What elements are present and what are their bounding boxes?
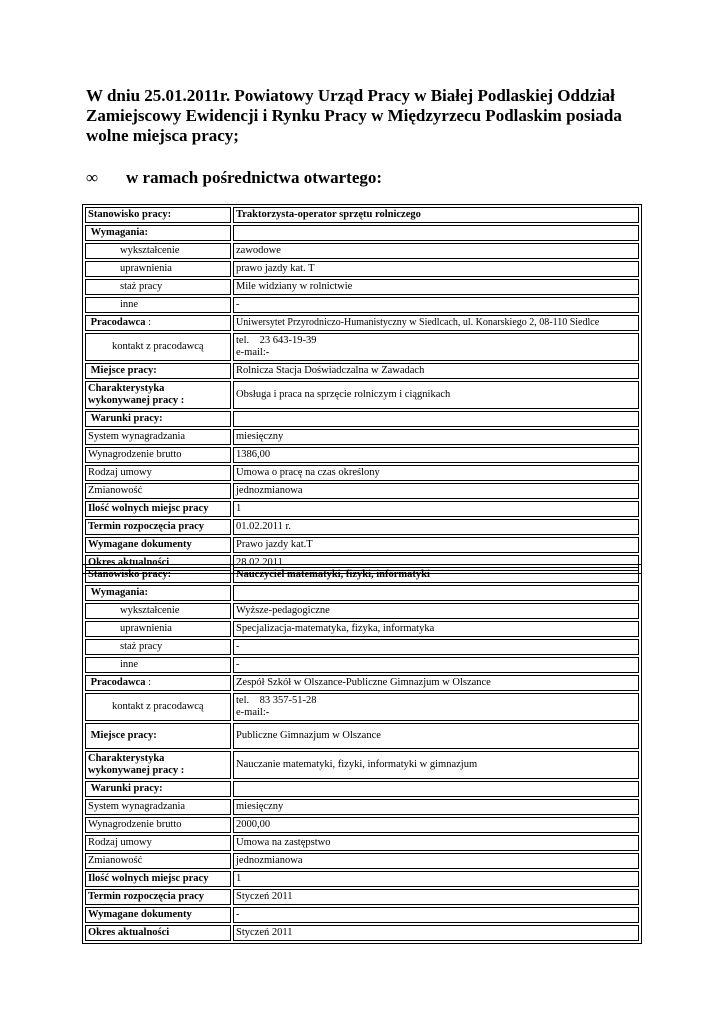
qualifications-value: Specjalizacja-matematyka, fizyka, informatyka [233,621,639,637]
table-row [85,621,639,637]
table-row [85,225,639,241]
employer-label-colon: : [145,677,151,688]
table-row [85,799,639,815]
contact-phone: tel. 83 357-51-28 [236,695,317,706]
pay-system-label: System wynagradzania [85,799,231,815]
validity-period-label: Okres aktualności [85,925,231,941]
other-value: - [233,297,639,313]
table-row [85,537,639,553]
experience-value: Mile widziany w rolnictwie [233,279,639,295]
vacancies-label: Ilość wolnych miejsc pracy [85,501,231,517]
requirements-label-text: Wymagania: [90,227,148,238]
qualifications-label: uprawnienia [85,261,231,277]
employer-label-colon: : [145,317,151,328]
other-value: - [233,657,639,673]
position-value: Traktorzysta-operator sprzętu rolniczego [233,207,639,223]
table-row [85,243,639,259]
vacancies-label: Ilość wolnych miejsc pracy [85,871,231,887]
section-subtitle-text: w ramach pośrednictwa otwartego: [126,168,383,187]
employer-label-text: Pracodawca [90,677,146,688]
work-conditions-value [233,411,639,427]
table-row [85,907,639,923]
requirements-label-text: Wymagania: [90,587,148,598]
contact-label: kontakt z pracodawcą [85,693,231,721]
qualifications-value: prawo jazdy kat. T [233,261,639,277]
experience-label: staż pracy [85,279,231,295]
table-row [85,333,639,361]
table-row [85,501,639,517]
start-date-value: 01.02.2011 r. [233,519,639,535]
job-description-value: Nauczanie matematyki, fizyki, informatyki w gimnazjum [233,751,639,779]
education-value: Wyższe-pedagogiczne [233,603,639,619]
contact-label: kontakt z pracodawcą [85,333,231,361]
experience-value: - [233,639,639,655]
pay-system-value: miesięczny [233,429,639,445]
table-row [85,519,639,535]
workplace-label [85,723,231,749]
required-documents-label: Wymagane dokumenty [85,907,231,923]
employer-value: Uniwersytet Przyrodniczo-Humanistyczny w Siedlcach, ul. Konarskiego 2, 08-110 Siedlce [233,315,639,331]
start-date-label: Termin rozpoczęcia pracy [85,519,231,535]
pay-system-label: System wynagradzania [85,429,231,445]
infinity-bullet-icon: ∞ [86,168,99,187]
shifts-value: jednozmianowa [233,483,639,499]
gross-salary-label: Wynagrodzenie brutto [85,447,231,463]
contract-type-label: Rodzaj umowy [85,465,231,481]
table-row [85,315,639,331]
employer-value: Zespół Szkół w Olszance-Publiczne Gimnazjum w Olszance [233,675,639,691]
gross-salary-value: 2000,00 [233,817,639,833]
table-row [85,297,639,313]
vacancies-value: 1 [233,871,639,887]
job-description-label: Charakterystyka wykonywanej pracy : [85,381,231,409]
required-documents-label: Wymagane dokumenty [85,537,231,553]
work-conditions-label-text: Warunki pracy: [90,413,163,424]
job-offer-table-1 [82,204,642,574]
requirements-value [233,225,639,241]
other-label: inne [85,297,231,313]
start-date-value: Styczeń 2011 [233,889,639,905]
employer-label [85,315,231,331]
table-row [85,483,639,499]
job-description-value: Obsługa i praca na sprzęcie rolniczym i ciągnikach [233,381,639,409]
shifts-value: jednozmianowa [233,853,639,869]
table-row [85,429,639,445]
education-label: wykształcenie [85,603,231,619]
required-documents-value: - [233,907,639,923]
required-documents-value: Prawo jazdy kat.T [233,537,639,553]
employer-label-text: Pracodawca [90,317,146,328]
work-conditions-label [85,781,231,797]
contact-value [233,693,639,721]
table-row [85,853,639,869]
table-row [85,751,639,779]
table-row [85,411,639,427]
contract-type-value: Umowa na zastępstwo [233,835,639,851]
table-row [85,657,639,673]
gross-salary-label: Wynagrodzenie brutto [85,817,231,833]
table-row [85,279,639,295]
table-row [85,817,639,833]
contract-type-value: Umowa o pracę na czas określony [233,465,639,481]
workplace-value: Publiczne Gimnazjum w Olszance [233,723,639,749]
workplace-value: Rolnicza Stacja Doświadczalna w Zawadach [233,363,639,379]
position-label: Stanowisko pracy: [85,567,231,583]
workplace-label [85,363,231,379]
contact-email: e-mail:- [236,347,270,358]
table-row [85,381,639,409]
work-conditions-label [85,411,231,427]
validity-period-value: Styczeń 2011 [233,925,639,941]
job-description-label: Charakterystyka wykonywanej pracy : [85,751,231,779]
table-row [85,447,639,463]
vacancies-value: 1 [233,501,639,517]
section-subtitle [86,168,382,188]
table-row [85,889,639,905]
contact-value [233,333,639,361]
table-row [85,781,639,797]
gross-salary-value: 1386,00 [233,447,639,463]
pay-system-value: miesięczny [233,799,639,815]
table-row [85,567,639,583]
validity-period-value: 28.02.2011 [233,555,639,571]
work-conditions-value [233,781,639,797]
table-row [85,835,639,851]
job-offer-table-2 [82,564,642,944]
contract-type-label: Rodzaj umowy [85,835,231,851]
validity-period-label: Okres aktualności [85,555,231,571]
table-row [85,603,639,619]
table-row [85,871,639,887]
table-row [85,723,639,749]
table-row [85,585,639,601]
employer-label [85,675,231,691]
table-row [85,261,639,277]
start-date-label: Termin rozpoczęcia pracy [85,889,231,905]
table-row [85,465,639,481]
experience-label: staż pracy [85,639,231,655]
workplace-label-text: Miejsce pracy: [90,365,157,376]
table-row [85,363,639,379]
education-label: wykształcenie [85,243,231,259]
requirements-label [85,585,231,601]
shifts-label: Zmianowość [85,483,231,499]
work-conditions-label-text: Warunki pracy: [90,783,163,794]
education-value: zawodowe [233,243,639,259]
table-row [85,639,639,655]
table-row [85,207,639,223]
other-label: inne [85,657,231,673]
contact-email: e-mail:- [236,707,270,718]
workplace-label-text: Miejsce pracy: [90,730,157,741]
contact-phone: tel. 23 643-19-39 [236,335,317,346]
table-row [85,693,639,721]
table-row [85,675,639,691]
table-row [85,925,639,941]
page-title: W dniu 25.01.2011r. Powiatowy Urząd Pracy w Białej Podlaskiej Oddział Zamiejscowy Ewidencji i Rynku Pracy w Międzyrzecu Podlaskim posiada wolne miejsca pracy; [86,86,622,145]
requirements-value [233,585,639,601]
qualifications-label: uprawnienia [85,621,231,637]
requirements-label [85,225,231,241]
shifts-label: Zmianowość [85,853,231,869]
position-label: Stanowisko pracy: [85,207,231,223]
position-value: Nauczyciel matematyki, fizyki, informatyki [233,567,639,583]
